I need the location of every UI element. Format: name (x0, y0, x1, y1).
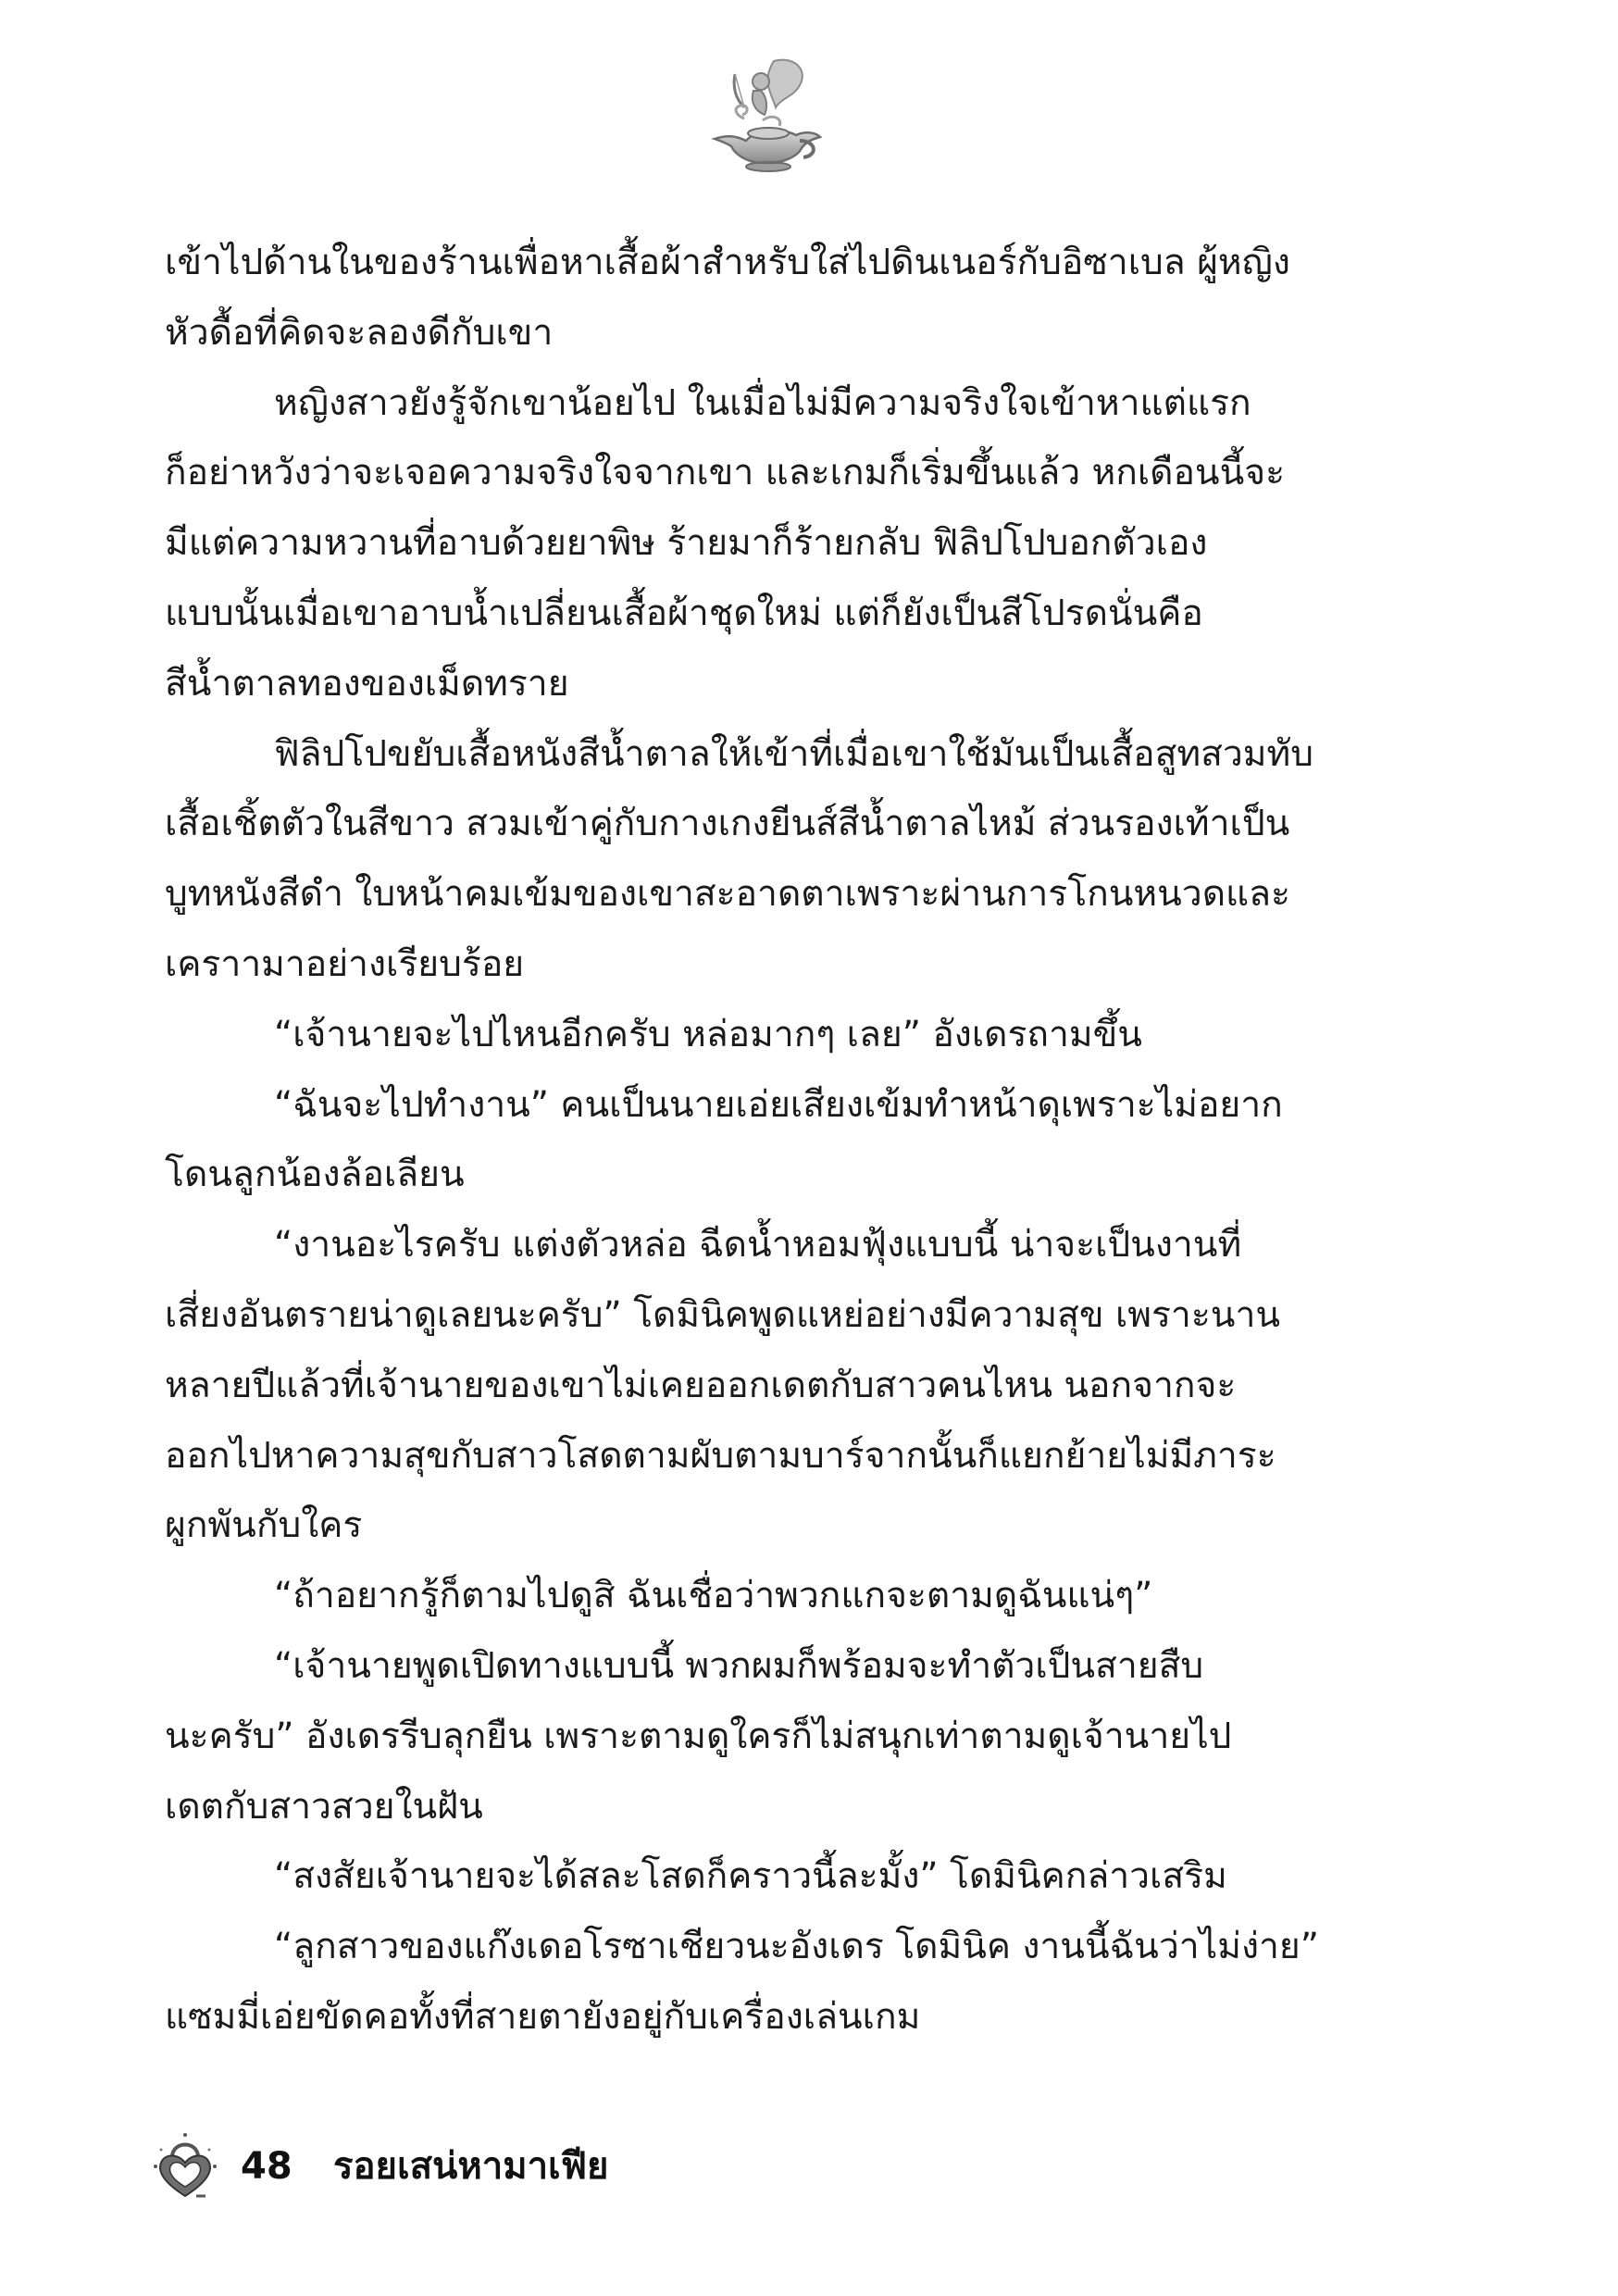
text-line: ผูกพันกับใคร (165, 1504, 363, 1547)
text-line: โดนลูกน้องล้อเลียน (165, 1154, 465, 1196)
text-line: นะครับ” อังเดรรีบลุกยืน เพราะตามดูใครก็ไม่สนุกเท่าตามดูเจ้านายไป (165, 1715, 1232, 1757)
text-line: สีน้ำตาลทองของเม็ดทราย (165, 662, 569, 705)
text-line: เสี่ยงอันตรายน่าดูเลยนะครับ” โดมินิคพูดแหย่อย่างมีความสุข เพราะนาน (165, 1294, 1281, 1336)
text-line: เสื้อเชิ้ตตัวในสีขาว สวมเข้าคู่กับกางเกงยีนส์สีน้ำตาลไหม้ ส่วนรองเท้าเป็น (165, 803, 1290, 845)
page-footer (148, 2129, 796, 2203)
heart-padlock-icon (148, 2129, 222, 2203)
text-line: แบบนั้นเมื่อเขาอาบน้ำเปลี่ยนเสื้อผ้าชุดใหม่ แต่ก็ยังเป็นสีโปรดนั่นคือ (165, 593, 1203, 634)
text-line: “ถ้าอยากรู้ก็ตามไปดูสิ ฉันเชื่อว่าพวกแกจะตามดูฉันแน่ๆ” (274, 1575, 1153, 1617)
body-text (165, 231, 1351, 2083)
text-line: ออกไปหาความสุขกับสาวโสดตามผับตามบาร์จากนั้นก็แยกย้ายไม่มีภาระ (165, 1434, 1276, 1477)
text-line: มีแต่ความหวานที่อาบด้วยยาพิษ ร้ายมาก็ร้ายกลับ ฟิลิปโปบอกตัวเอง (165, 522, 1208, 565)
text-line: หลายปีแล้วที่เจ้านายของเขาไม่เคยออกเดตกับสาวคนไหน นอกจากจะ (165, 1364, 1237, 1406)
text-line: “งานอะไรครับ แต่งตัวหล่อ ฉีดน้ำหอมฟุ้งแบบนี้ น่าจะเป็นงานที่ (274, 1224, 1242, 1267)
text-line: “สงสัยเจ้านายจะได้สละโสดก็คราวนี้ละมั้ง” โดมินิคกล่าวเสริม (274, 1855, 1227, 1898)
text-line: เดตกับสาวสวยในฝัน (165, 1785, 483, 1828)
page-number: 48 (241, 2145, 292, 2188)
text-line: “เจ้านายพูดเปิดทางแบบนี้ พวกผมก็พร้อมจะทำตัวเป็นสายสืบ (274, 1645, 1204, 1687)
text-line: ฟิลิปโปขยับเสื้อหนังสีน้ำตาลให้เข้าที่เมื่อเขาใช้มันเป็นเสื้อสูทสวมทับ (274, 732, 1313, 775)
text-line: “ลูกสาวของแก๊งเดอโรซาเชียวนะอังเดร โดมินิค งานนี้ฉันว่าไม่ง่าย” (274, 1926, 1319, 1968)
genie-lamp-cupid-icon (707, 54, 828, 174)
book-title: รอยเสน่หามาเฟีย (333, 2145, 609, 2188)
text-line: หญิงสาวยังรู้จักเขาน้อยไป ในเมื่อไม่มีความจริงใจเข้าหาแต่แรก (274, 381, 1251, 424)
text-line: “ฉันจะไปทำงาน” คนเป็นนายเอ่ยเสียงเข้มทำหน้าดุเพราะไม่อยาก (274, 1083, 1283, 1126)
text-line: เข้าไปด้านในของร้านเพื่อหาเสื้อผ้าสำหรับใส่ไปดินเนอร์กับอิซาเบล ผู้หญิง (165, 242, 1290, 283)
text-line: แซมมี่เอ่ยขัดคอทั้งที่สายตายังอยู่กับเครื่องเล่นเกม (165, 1996, 921, 2038)
text-line: หัวดื้อที่คิดจะลองดีกับเขา (165, 311, 554, 354)
text-line: “เจ้านายจะไปไหนอีกครับ หล่อมากๆ เลย” อังเดรถามขึ้น (274, 1013, 1142, 1055)
text-line: ก็อย่าหวังว่าจะเจอความจริงใจจากเขา และเกมก็เริ่มขึ้นแล้ว หกเดือนนี้จะ (165, 452, 1286, 494)
text-line: เคราามาอย่างเรียบร้อย (165, 943, 525, 985)
text-line: บูทหนังสีดำ ใบหน้าคมเข้มของเขาสะอาดตาเพราะผ่านการโกนหนวดและ (165, 873, 1291, 916)
